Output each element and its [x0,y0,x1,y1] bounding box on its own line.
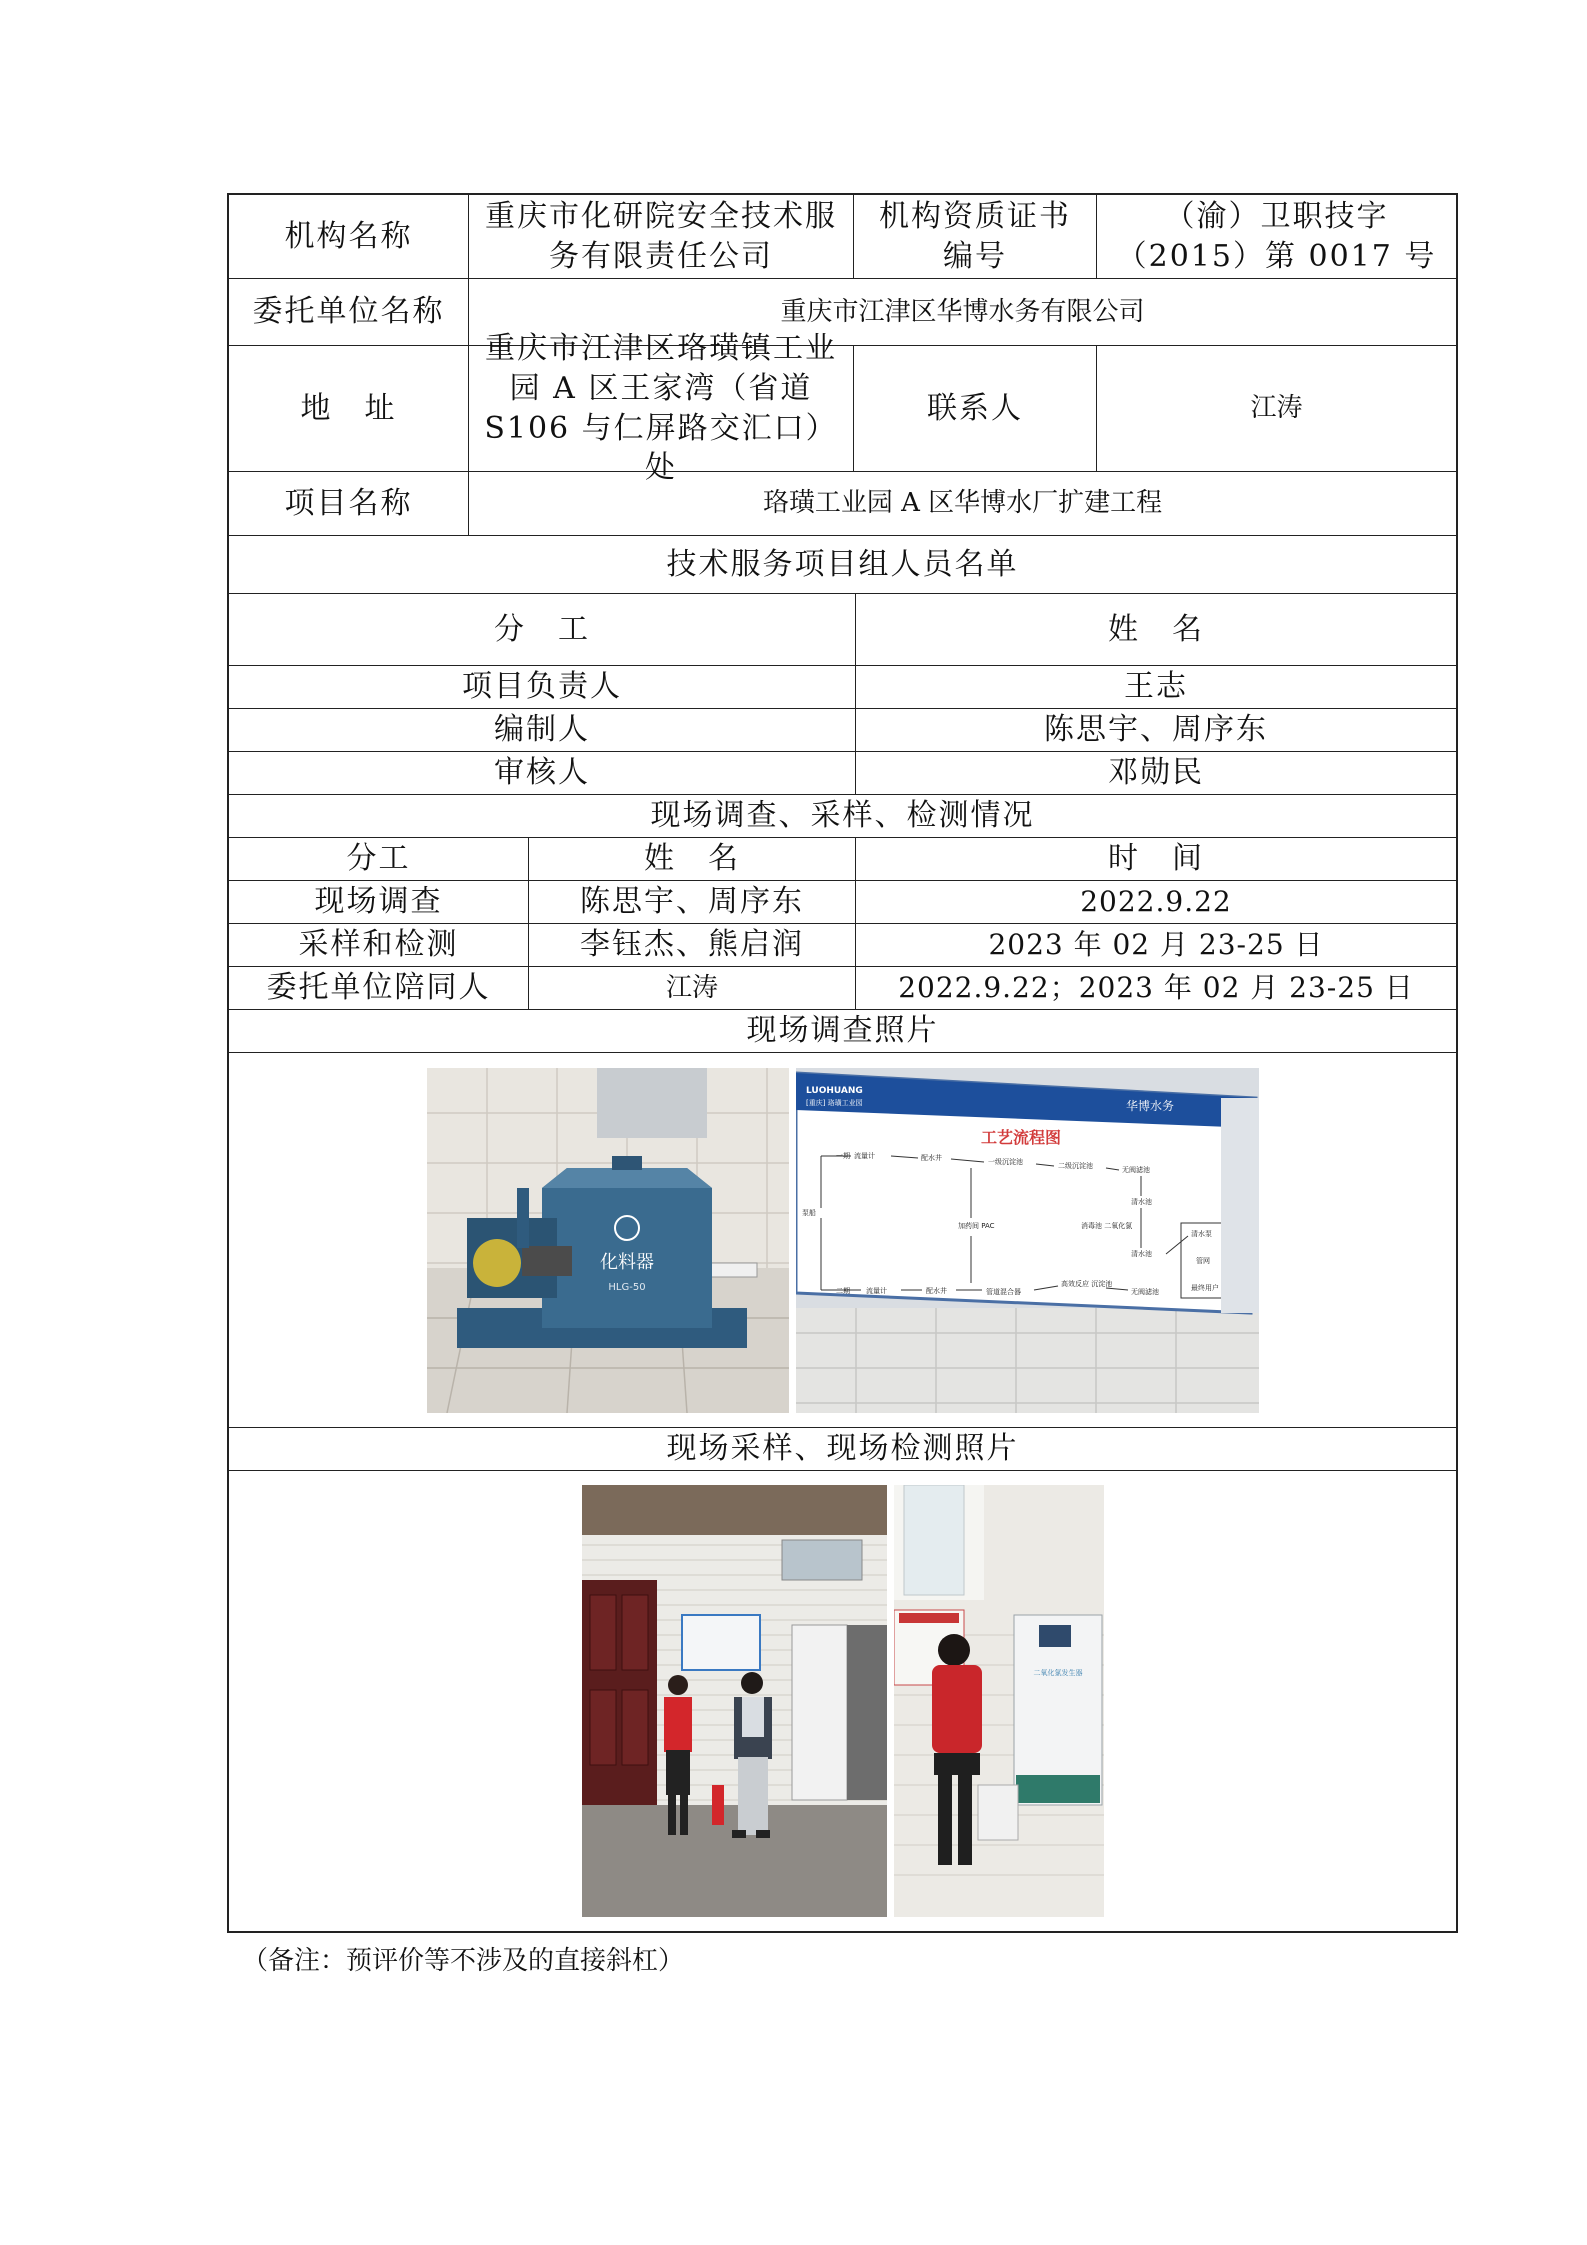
survey-role: 委托单位陪同人 [229,967,529,1009]
team-row [229,752,1456,795]
photos1-row [229,1053,1456,1428]
photos2-row [229,1471,1456,1931]
survey-title-row [229,795,1456,838]
contact-label: 联系人 [854,346,1097,471]
node-well1: 配水井 [920,1153,942,1162]
team-role: 审核人 [229,752,856,794]
node-line1: 一期 [835,1151,850,1160]
project-row [229,472,1456,536]
node-valve2: 无阀滤池 [1130,1287,1159,1296]
testing-photo-drawing [894,1485,1104,1917]
tank-model: HLG-50 [607,1281,646,1293]
team-header-row [229,594,1456,666]
photos1-title-row [229,1010,1456,1053]
node-valve1: 无阀滤池 [1121,1165,1150,1174]
flowchart-photo-drawing [796,1068,1259,1413]
team-row [229,666,1456,709]
node-clear2: 清水池 [1130,1249,1152,1258]
address-label: 地 址 [229,346,469,471]
node-flow2: 流量计 [865,1286,887,1295]
org-label: 机构名称 [229,195,469,278]
survey-role: 现场调查 [229,881,529,923]
node-pump: 泵船 [801,1208,816,1217]
survey-time: 2022.9.22；2023 年 02 月 23-25 日 [898,970,1414,1004]
team-name: 邓勋民 [1108,755,1204,791]
brand-text: LUOHUANG [805,1085,863,1096]
node-clear1: 清水池 [1130,1197,1152,1206]
feeder-photo [427,1068,789,1413]
survey-row [229,924,1456,967]
contact-value: 江涛 [1250,393,1303,424]
node-mixer: 管道混合器 [985,1287,1021,1296]
address-value: 重庆市江津区珞璜镇工业园 A 区王家湾（省道 S106 与仁屏路交汇口）处 [469,346,854,471]
client-value: 重庆市江津区华博水务有限公司 [780,296,1145,327]
cert-value: （渝）卫职技字（2015）第 0017 号 [1116,198,1437,274]
project-value: 珞璜工业园 A 区华博水厂扩建工程 [762,488,1163,519]
node-settle2: 二级沉淀池 [1057,1161,1093,1170]
sampling-photo [582,1485,887,1917]
photos2-title: 现场采样、现场检测照片 [666,1431,1019,1467]
flowchart-photo [796,1068,1259,1413]
team-name: 王志 [1124,669,1188,705]
node-disinfect: 消毒池 二氧化氯 [1080,1221,1132,1230]
sampling-photo-drawing [582,1485,887,1917]
survey-time: 2023 年 02 月 23-25 日 [988,927,1324,961]
project-label: 项目名称 [229,472,469,535]
survey-role: 采样和检测 [229,924,529,966]
org-row [229,195,1456,279]
survey-header-row [229,838,1456,881]
photos1-title: 现场调查照片 [746,1013,939,1049]
survey-col-time: 时 间 [1108,841,1204,877]
survey-name: 李钰杰、熊启润 [529,924,856,966]
survey-name: 江涛 [529,967,856,1009]
team-title: 技术服务项目组人员名单 [666,546,1019,582]
org-value: 重庆市化研院安全技术服务有限责任公司 [469,195,854,278]
node-settle1: 一级沉淀池 [987,1157,1023,1166]
cert-label: 机构资质证书编号 [854,195,1097,278]
node-flow1: 流量计 [853,1151,875,1160]
node-clear-pump: 清水泵 [1190,1229,1212,1238]
survey-row [229,881,1456,924]
footnote: （备注：预评价等不涉及的直接斜杠） [242,1946,685,1976]
team-row [229,709,1456,752]
node-pipe-net: 管网 [1195,1256,1210,1265]
team-col-name: 姓 名 [1108,611,1204,647]
node-line2: 二期 [835,1286,850,1295]
device-label: 二氧化氯发生器 [1033,1669,1082,1677]
chart-title: 工艺流程图 [980,1127,1061,1147]
survey-col-role: 分工 [229,838,529,880]
survey-name: 陈思宇、周序东 [529,881,856,923]
company-text: 华博水务 [1125,1098,1174,1113]
client-label: 委托单位名称 [229,279,469,345]
survey-row [229,967,1456,1010]
testing-photo [894,1485,1104,1917]
feeder-photo-drawing [427,1068,789,1413]
brand-sub: [重庆] 珞璜工业园 [805,1098,863,1107]
node-pac: 加药间 PAC [957,1221,995,1230]
survey-time: 2022.9.22 [1080,884,1232,918]
team-name: 陈思宇、周序东 [1044,712,1268,748]
node-efficient: 高效反应 沉淀池 [1060,1279,1112,1288]
node-well2: 配水井 [925,1286,947,1295]
survey-col-name: 姓 名 [529,838,856,880]
team-title-row [229,536,1456,594]
tank-label: 化料器 [599,1251,654,1273]
photos2-title-row [229,1428,1456,1471]
node-user: 最终用户 [1190,1283,1219,1292]
report-table [227,193,1458,1933]
team-role: 项目负责人 [229,666,856,708]
address-row [229,331,1456,486]
survey-title: 现场调查、采样、检测情况 [650,798,1035,834]
team-col-role: 分 工 [229,594,856,665]
team-role: 编制人 [229,709,856,751]
